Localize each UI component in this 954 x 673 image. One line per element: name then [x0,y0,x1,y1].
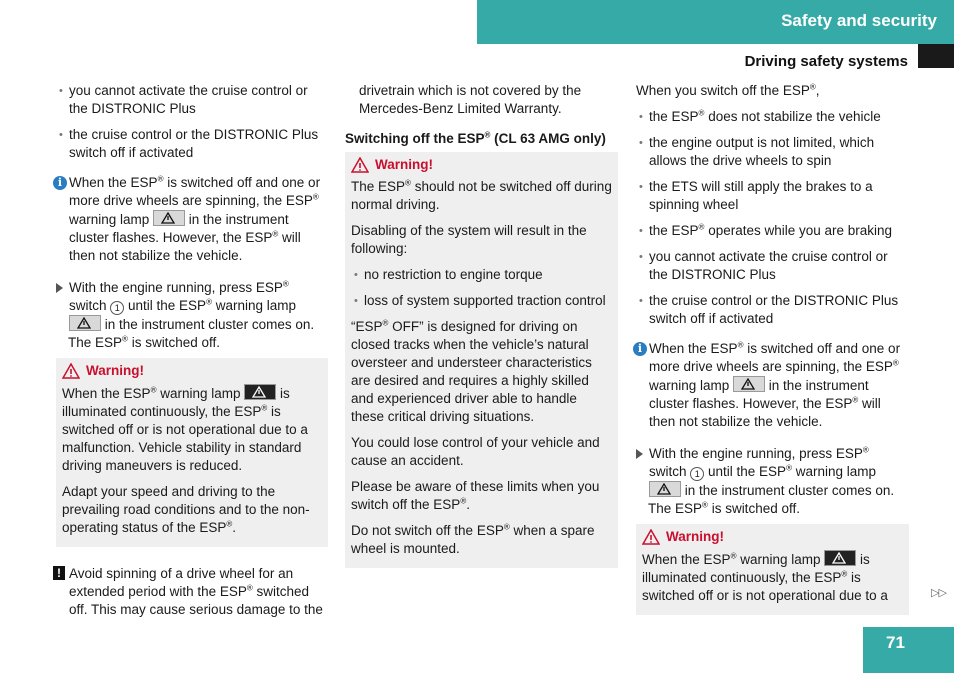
warning-triangle-icon [351,157,369,173]
list-item: • no restriction to engine torque [351,266,612,284]
caution-note: ! Avoid spinning of a drive wheel for an extended period with the ESP® switched off. This may cause serious damage to the [56,565,328,619]
list-item: • the ETS will still apply the brakes to a spinning wheel [636,178,909,214]
warning-text: Disabling of the system will result in the following: [351,223,587,256]
esp-warning-lamp-icon [733,376,765,392]
step-result: The ESP® is switched off. [68,334,220,350]
esp-warning-lamp-icon [69,315,101,331]
column-3 [636,82,909,625]
exclamation-icon: ! [53,566,65,580]
info-note: i When the ESP® is switched off and one or more drive wheels are spinning, the ESP® warning lamp in the instrument cluster flashes. However, the ESP® will then not stabilize the vehicle. [56,174,328,265]
warning-text: Please be aware of these limits when you switch off the ESP®. [351,479,600,512]
list-item: • the ESP® operates while you are braking [636,222,909,240]
subsection-marker [918,44,954,68]
warning-triangle-icon [642,529,660,545]
section-heading: Switching off the ESP® (CL 63 AMG only) [345,130,606,146]
section-title: Safety and security [781,11,937,30]
instruction-step: With the engine running, press ESP® switch 1 until the ESP® warning lamp in the instrument cluster comes on. [636,445,909,500]
section-header-bar [477,0,954,44]
continued-text: drivetrain which is not covered by the Mercedes-Benz Limited Warranty. [359,83,582,116]
subsection-title: Driving safety systems [744,53,908,70]
warning-text: The ESP® should not be switched off during normal driving. [351,178,612,212]
column-1 [56,82,328,627]
esp-warning-lamp-icon [153,210,185,226]
warning-text: “ESP® OFF” is designed for driving on closed tracks when the vehicle’s natural oversteer and understeer characteristics are desired and requires a highly skilled and experienced driver able to handle these critical driving situations. [351,318,592,424]
instruction-step: With the engine running, press ESP® switch 1 until the ESP® warning lamp in the instrument cluster comes on. [56,279,328,334]
warning-text: Do not switch off the ESP® when a spare wheel is mounted. [351,522,595,556]
list-item: • loss of system supported traction control [351,292,612,310]
warning-heading: Warning! [351,156,612,174]
list-item: • you cannot activate the cruise control or the DISTRONIC Plus [636,248,909,284]
esp-warning-lamp-icon [824,550,856,566]
paragraph: When you switch off the ESP®, [636,82,820,98]
warning-heading: Warning! [62,362,322,380]
page-number: 71 [886,633,905,652]
esp-warning-lamp-icon [244,384,276,400]
warning-box [56,358,328,547]
info-icon: i [633,342,647,356]
step-result: The ESP® is switched off. [648,500,800,516]
list-item: • the engine output is not limited, which allows the drive wheels to spin [636,134,909,170]
list-item: • the cruise control or the DISTRONIC Plus switch off if activated [56,126,328,162]
warning-box [636,524,909,615]
continued-arrow-icon: ▷▷ [931,587,946,599]
list-item: • you cannot activate the cruise control or the DISTRONIC Plus [56,82,328,118]
warning-text: You could lose control of your vehicle and cause an accident. [351,435,600,468]
callout-number-icon: 1 [110,301,124,315]
warning-box [345,152,618,568]
info-icon: i [53,176,67,190]
warning-heading: Warning! [642,528,903,546]
warning-text: Adapt your speed and driving to the prevailing road conditions and to the non-operating status of the ESP®. [62,484,310,535]
warning-text: When the ESP® warning lamp is illuminated continuously, the ESP® is switched off or is not operational due to a malfunction. Vehicle stability in standard driving maneuvers is reduced. [62,385,308,473]
callout-number-icon: 1 [690,467,704,481]
esp-warning-lamp-icon [649,481,681,497]
info-note: i When the ESP® is switched off and one or more drive wheels are spinning, the ESP® warning lamp in the instrument cluster flashes. However, the ESP® will then not stabilize the vehicle. [636,340,909,431]
step-arrow-icon [636,449,643,459]
list-item: • the cruise control or the DISTRONIC Plus switch off if activated [636,292,909,328]
list-item: • the ESP® does not stabilize the vehicle [636,108,909,126]
warning-triangle-icon [62,363,80,379]
warning-text: When the ESP® warning lamp is illuminated continuously, the ESP® is switched off or is not operational due to a [642,551,888,603]
page-number-box [863,627,954,673]
step-arrow-icon [56,283,63,293]
column-2 [345,82,618,578]
